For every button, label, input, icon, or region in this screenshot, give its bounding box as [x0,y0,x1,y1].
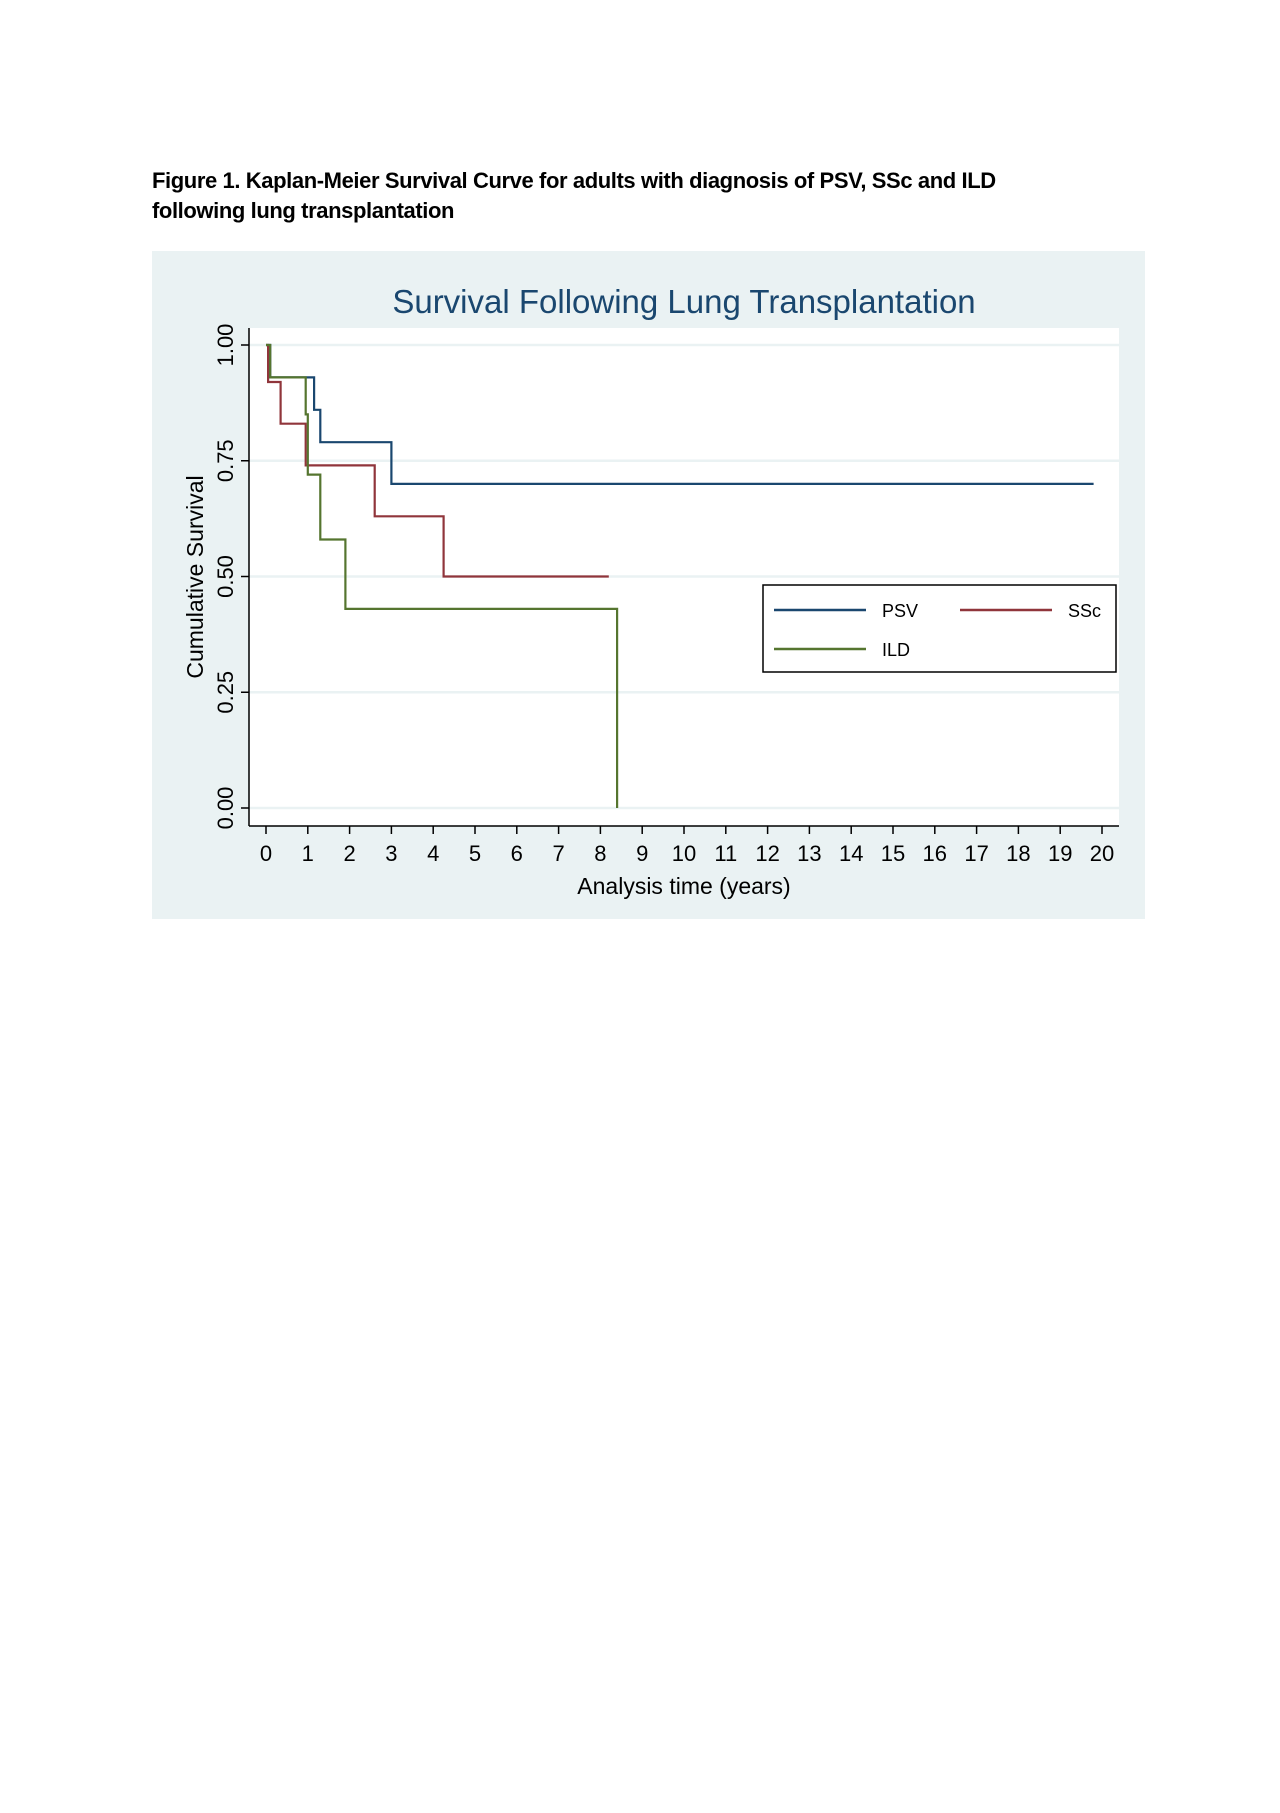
x-tick-label: 9 [636,841,649,866]
x-tick-label: 19 [1047,841,1073,866]
x-tick-label: 12 [755,841,780,866]
x-tick-label: 8 [594,841,607,866]
x-tick-label: 7 [552,841,565,866]
x-axis-label: Analysis time (years) [577,873,791,899]
legend-label-ssc: SSc [1068,601,1102,621]
x-tick-label: 5 [468,841,482,866]
x-tick-label: 20 [1089,841,1115,866]
x-tick-label: 16 [922,841,948,866]
chart-title: Survival Following Lung Transplantation [392,283,976,320]
y-tick-label: 0.25 [213,670,238,714]
x-tick-label: 14 [838,841,864,866]
x-tick-label: 11 [714,841,738,866]
y-axis-label: Cumulative Survival [182,475,208,679]
figure-caption-line-2: following lung transplantation [152,198,455,223]
legend [763,585,1116,672]
x-tick-label: 0 [259,841,273,866]
x-tick-label: 2 [343,841,356,866]
x-tick-label: 10 [671,841,697,866]
x-tick-label: 3 [385,841,398,866]
x-tick-label: 1 [301,841,314,866]
x-tick-label: 6 [510,841,523,866]
figure-caption-line-1: Figure 1. Kaplan-Meier Survival Curve for adults with diagnosis of PSV, SSc and ILD [152,168,996,193]
x-tick-label: 4 [427,841,440,866]
legend-label-ild: ILD [882,640,911,660]
x-tick-label: 13 [797,841,822,866]
legend-box [763,585,1116,672]
x-tick-label: 17 [964,841,989,866]
y-tick-label: 0.00 [213,786,238,830]
y-tick-label: 0.50 [213,555,238,598]
legend-label-psv: PSV [882,601,919,621]
x-tick-label: 15 [880,841,906,866]
y-tick-label: 0.75 [213,439,238,483]
x-tick-label: 18 [1006,841,1031,866]
y-tick-label: 1.00 [213,323,238,367]
